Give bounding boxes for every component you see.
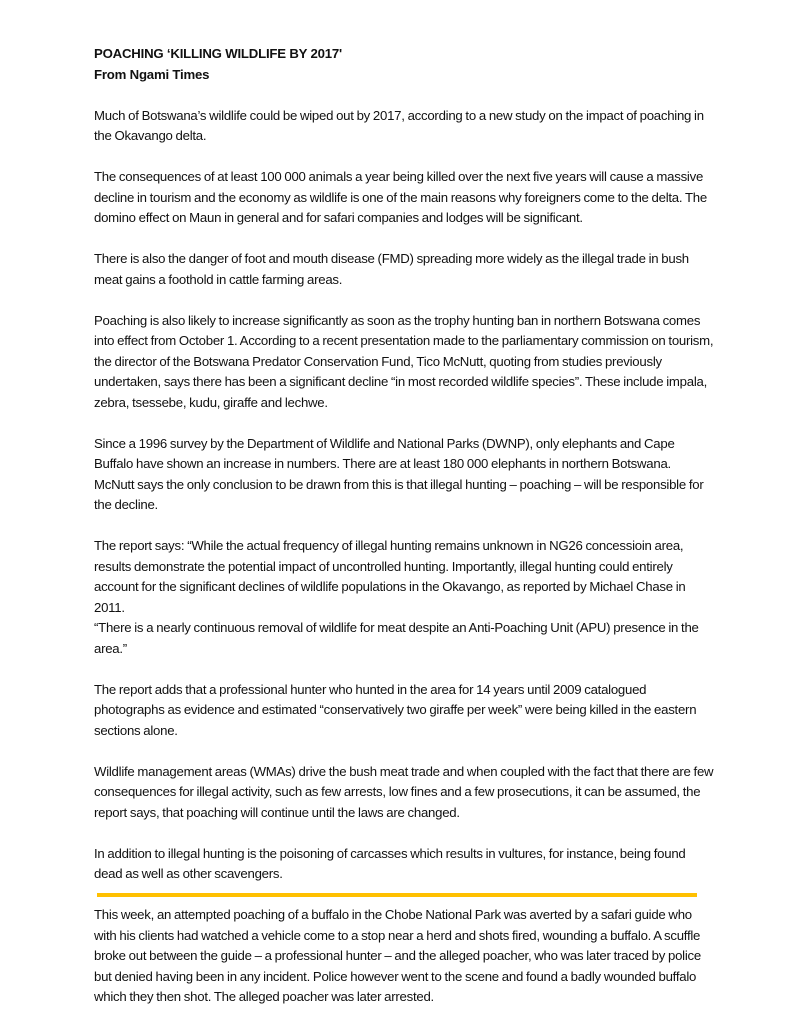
paragraph-wmas: Wildlife management areas (WMAs) drive the bush meat trade and when coupled with the fact that there are few consequences for illegal activity, such as few arrests, low fines and a few prosecutions, it can be assumed, the report says, that poaching will continue until the laws are changed. [94,763,714,820]
paragraph-chobe-incident: This week, an attempted poaching of a buffalo in the Chobe National Park was averted by a safari guide who with his clients had watched a vehicle come to a stop near a herd and shots fired, wounding a buffalo. A scuffle broke out between the guide – a professional hunter – and the alleged poacher, who was later traced by police but denied having been in any incident. Police however went to the scene and found a badly wounded buffalo which they then shot. The alleged poacher was later arrested. [94,907,701,1004]
paragraph-consequences: The consequences of at least 100 000 animals a year being killed over the next five years will cause a massive decline in tourism and the economy as wildlife is one of the main reasons why foreigners come to the delta. The domino effect on Maun in general and for safari companies and lodges will be significant. [94,169,707,225]
article-source: From Ngami Times [94,66,210,82]
article-title: POACHING ‘KILLING WILDLIFE BY 2017' [94,46,342,61]
paragraph-fmd: There is also the danger of foot and mouth disease (FMD) spreading more widely as the illegal trade in bush meat gains a foothold in cattle farming areas. [94,251,689,287]
paragraph-report-quote: “There is a nearly continuous removal of wildlife for meat despite an Anti-Poaching Unit (APU) presence in the area.” [94,620,699,656]
paragraph-dwnp-survey: Since a 1996 survey by the Department of Wildlife and National Parks (DWNP), only elephants and Cape Buffalo have shown an increase in numbers. There are at least 180 000 elephants in northern Botswana. McNutt says the only conclusion to be drawn from this is that illegal hunting – poaching – will be responsible for the decline. [94,435,704,512]
paragraph-report-says: The report says: “While the actual frequency of illegal hunting remains unknown in NG26 concessioin area, results demonstrate the potential impact of uncontrolled hunting. Importantly, illegal hunting could entirely account for the significant declines of wildlife populations in the Okavango, as reported by Michael Chase in 2011. [94,538,686,615]
paragraph-hunting-ban: Poaching is also likely to increase significantly as soon as the trophy hunting ban in northern Botswana comes into effect from October 1. According to a recent presentation made to the parliamentary commission on tourism, the director of the Botswana Predator Conservation Fund, Tico McNutt, quoting from studies previously undertaken, says there has been a significant decline “in most recorded wildlife species”. These include impala, zebra, tsessebe, kudu, giraffe and lechwe. [94,312,714,410]
article [94,44,714,1028]
paragraph-intro: Much of Botswana’s wildlife could be wiped out by 2017, according to a new study on the impact of poaching in the Okavango delta. [94,107,704,143]
paragraph-poisoning: In addition to illegal hunting is the poisoning of carcasses which results in vultures, for instance, being found dead as well as other scavengers. [94,845,686,881]
paragraph-professional-hunter: The report adds that a professional hunter who hunted in the area for 14 years until 2009 catalogued photographs as evidence and estimated “conservatively two giraffe per week” were being killed in the eastern sections alone. [94,681,697,738]
footer-accent-rule [97,893,697,897]
